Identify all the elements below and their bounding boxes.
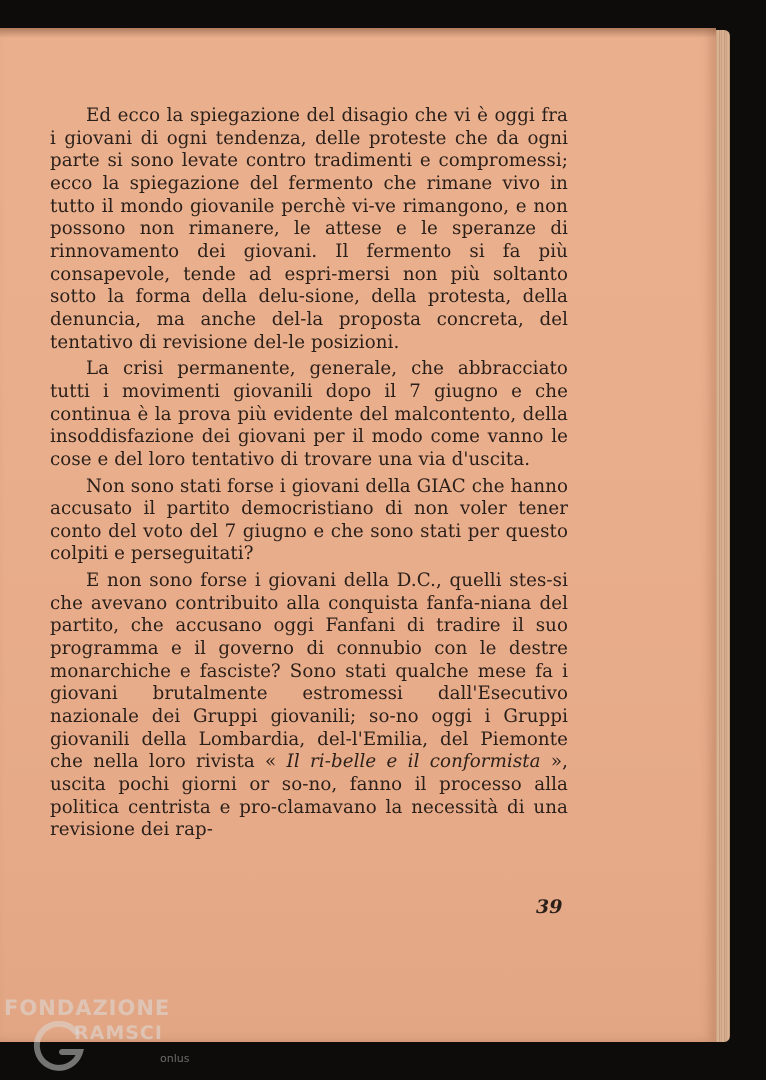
paragraph-4 [50, 570, 568, 842]
page-top-shade [0, 28, 716, 38]
body-text [50, 105, 568, 842]
watermark [4, 996, 204, 1076]
page-number: 39 [536, 896, 563, 918]
paragraph-3: Non sono stati forse i giovani della GIAC che hanno accusato il partito democristiano di non voler tener conto del voto del 7 giugno e che sono stati per questo colpiti e perseguitati? [50, 475, 568, 565]
paragraph-4-start: E non sono forse i giovani della D.C., quelli stes-si che avevano contribuito alla conquista fanfa-niana del partito, che accusano oggi Fanfani di tradire il suo programma e il governo di connubio con le destre monarchiche e fasciste? Sono stati qualche mese fa i giovani brutalmente estromessi dall'Esecutivo nazionale dei Gruppi giovanili; so-no oggi i Gruppi giovanili della Lombardia, del-l'Emilia, del Piemonte che nella loro rivista « [50, 570, 568, 773]
magazine-title: Il ri-belle e il conformista [286, 751, 541, 773]
paragraph-1: Ed ecco la spiegazione del disagio che vi è oggi fra i giovani di ogni tendenza, delle proteste che da ogni parte si sono levate contro tradimenti e compromessi; ecco la spiegazione del fermento che rimane vivo in tutto il mondo giovanile perchè vi-ve rimangono, e non possono non rimanere, le attese e le speranze di rinnovamento dei giovani. Il fermento si fa più consapevole, tende ad espri-mersi non più soltanto sotto la forma della delu-sione, della protesta, della denuncia, ma anche del-la proposta concreta, del tentativo di revisione del-le posizioni. [50, 105, 568, 353]
watermark-line-2: RAMSCI [74, 1022, 163, 1044]
paragraph-4-end: », uscita pochi giorni or so-no, fanno il processo alla politica centrista e pro-clamavano la necessità di una revisione dei rap- [50, 751, 568, 841]
watermark-line-1: FONDAZIONE [4, 996, 171, 1020]
watermark-line-3: onlus [160, 1052, 190, 1065]
paragraph-2: La crisi permanente, generale, che abbracciato tutti i movimenti giovanili dopo il 7 giugno e che continua è la prova più evidente del malcontento, della insoddisfazione dei giovani per il modo come vanno le cose e del loro tentativo di trovare una via d'uscita. [50, 358, 568, 470]
